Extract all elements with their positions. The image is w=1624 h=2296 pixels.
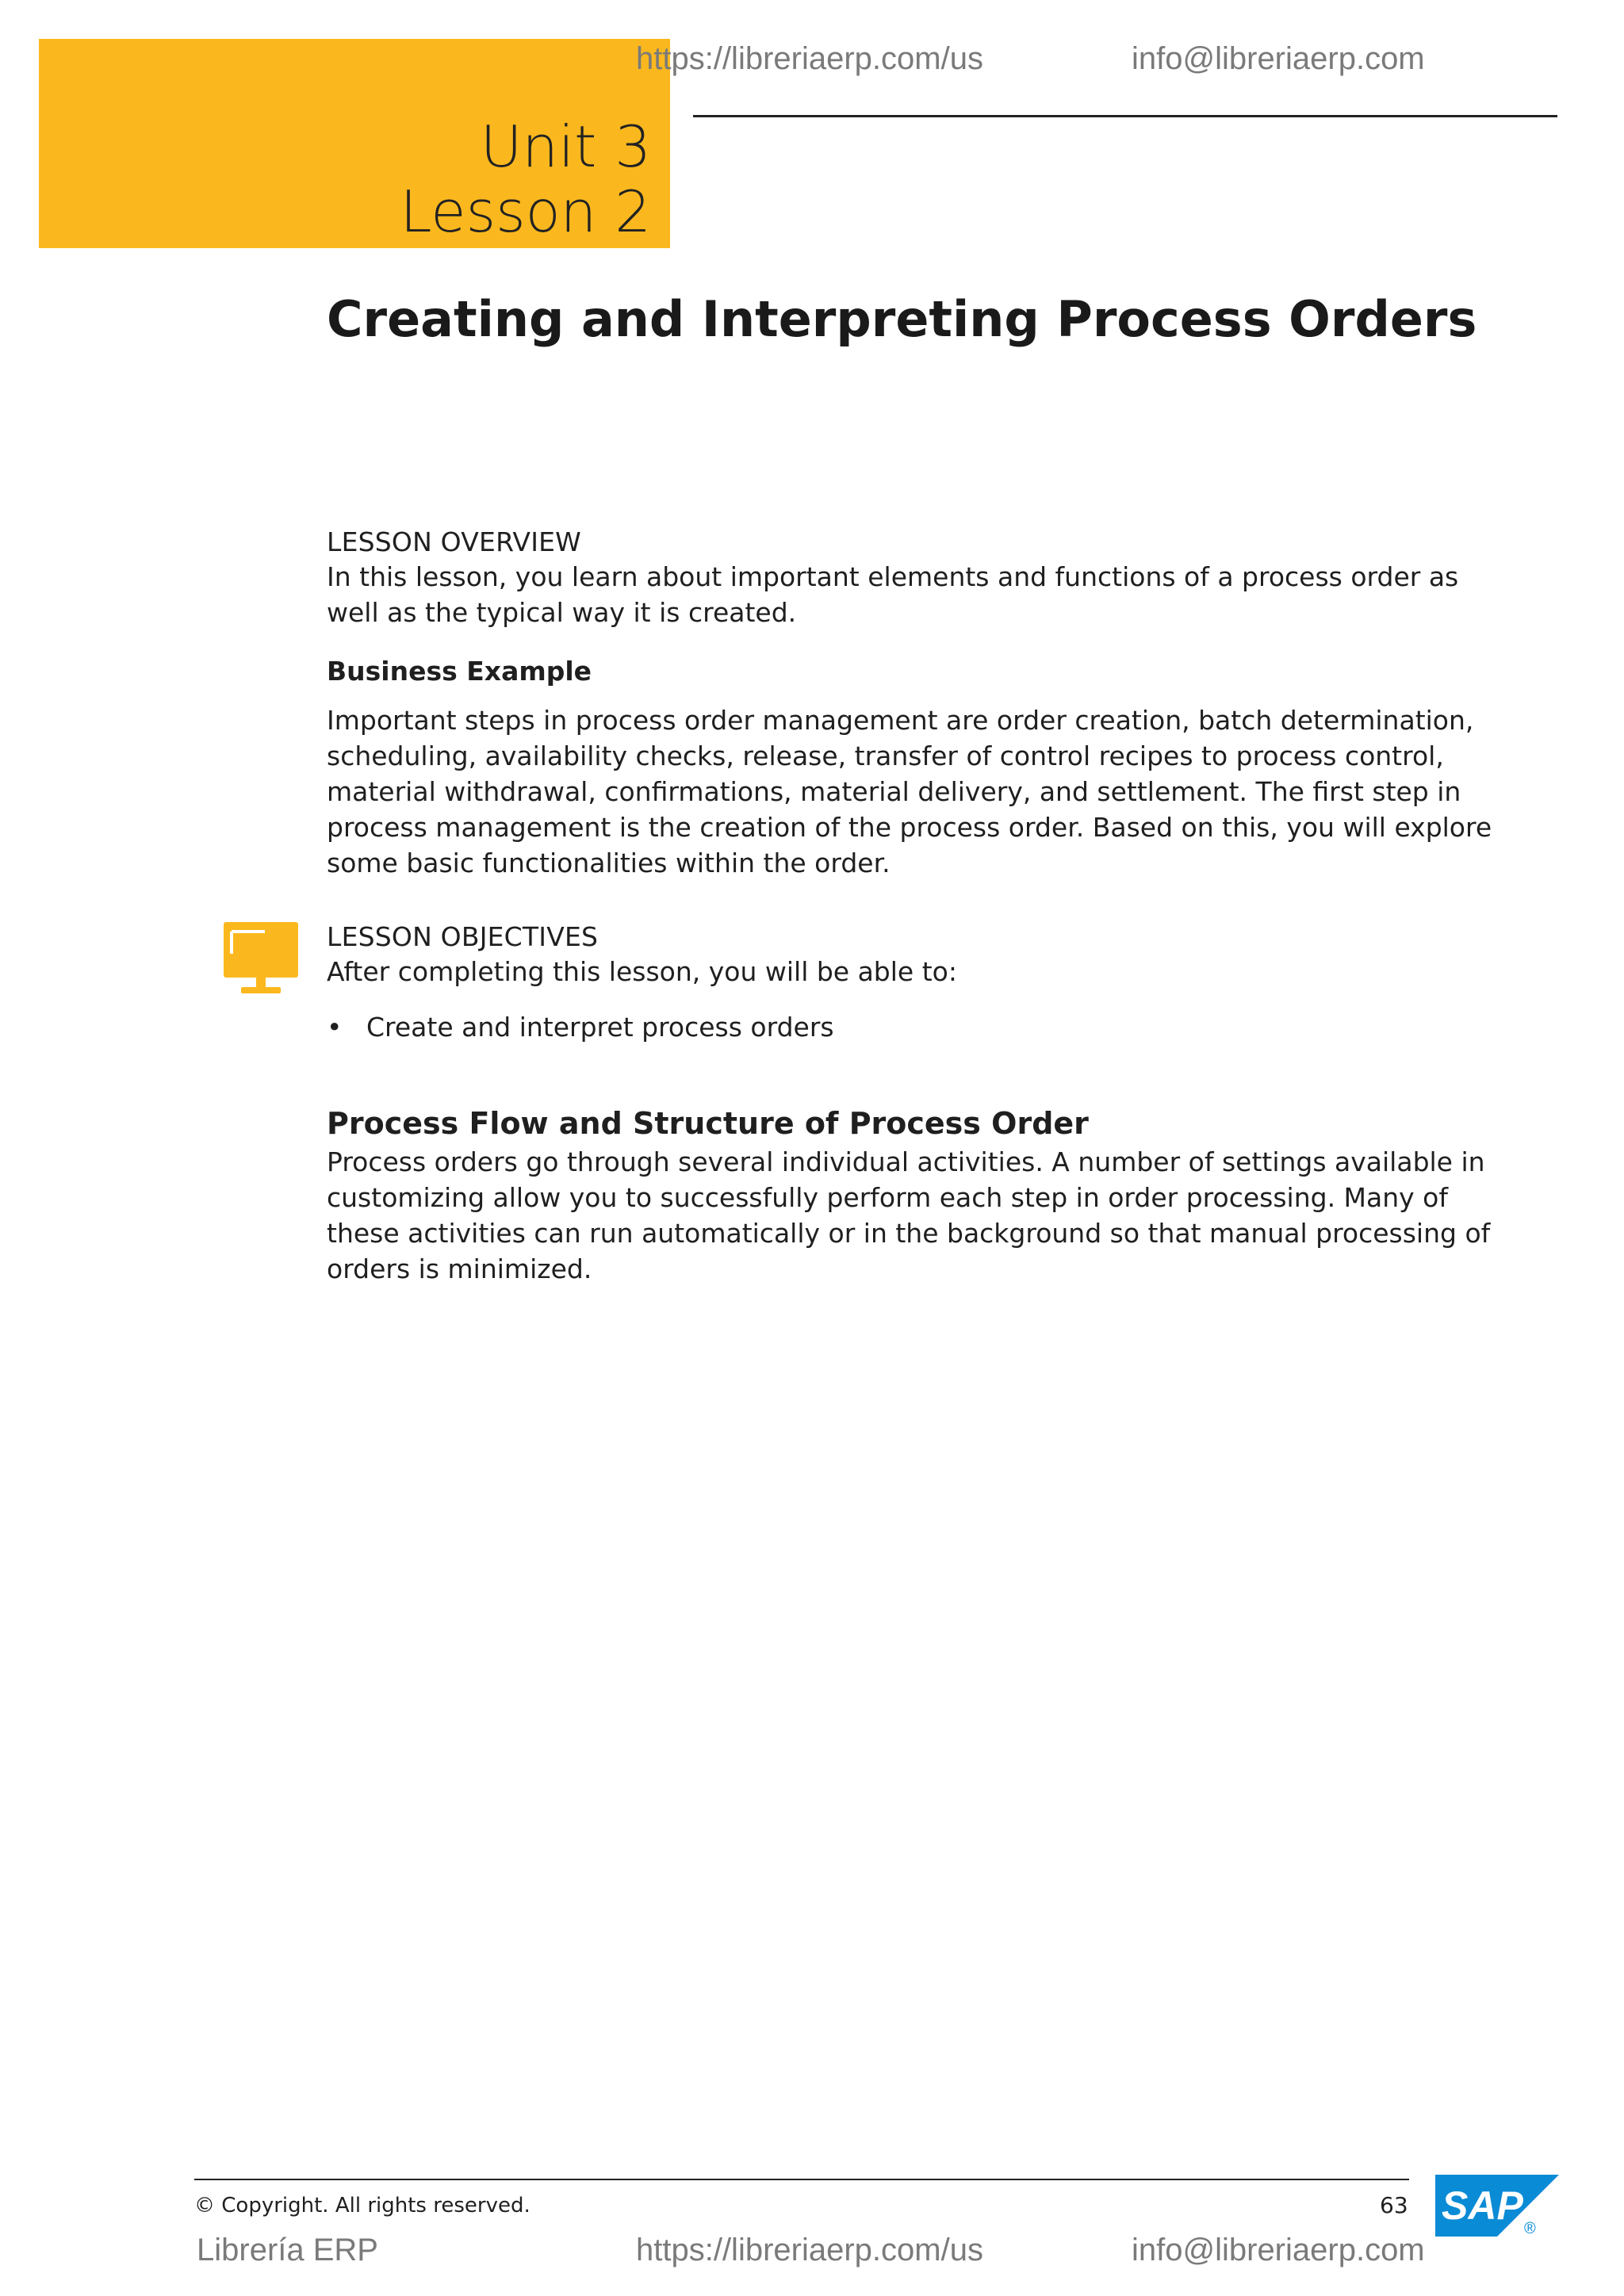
watermark-email-bottom[interactable]: info@libreriaerp.com [1132,2233,1425,2267]
section-heading: Process Flow and Structure of Process Order [327,1106,1089,1141]
section-text: Process orders go through several individual activities. A number of settings available in customizing allow you to successfully perform each step in order processing. Many of these activities can run automatically or in the background so that manual processing of orders is minimized. [327,1146,1491,1284]
watermark-url-top[interactable]: https://libreriaerp.com/us [636,41,983,76]
lesson-objectives-heading: LESSON OBJECTIVES [327,921,599,952]
lesson-overview [327,526,1516,630]
sap-logo-mark: ® [1524,2220,1536,2237]
header-rule [693,115,1557,117]
watermark-url-bottom[interactable]: https://libreriaerp.com/us [636,2233,983,2267]
copyright-text: © Copyright. All rights reserved. [194,2194,530,2218]
business-example-text: Important steps in process order management are order creation, batch determination, scheduling, availability checks, release, transfer of control recipes to process control, material withdrawal, confirmations, material delivery, and settlement. The first step in process management is the creation of the process order. Based on this, you will explore some basic functionalities within the order. [327,705,1492,878]
sap-logo-text: SAP [1442,2183,1523,2228]
page-title: Creating and Interpreting Process Orders [327,290,1477,348]
watermark-brand-bottom: Librería ERP [197,2233,378,2267]
business-example-heading: Business Example [327,656,592,687]
unit-lesson-box [39,39,670,248]
footer-rule [194,2179,1409,2180]
process-flow-section [327,1106,1516,1287]
lesson-overview-heading: LESSON OVERVIEW [327,526,582,557]
monitor-icon [224,922,298,997]
lesson-overview-text: In this lesson, you learn about important elements and functions of a process order as well as the typical way it is created. [327,561,1459,628]
lesson-label: Lesson 2 [400,178,651,245]
business-example [327,656,1516,881]
lesson-objectives [327,921,1516,989]
watermark-email-top[interactable]: info@libreriaerp.com [1132,41,1425,76]
objective-item-text: Create and interpret process orders [366,1012,834,1043]
lesson-objectives-intro: After completing this lesson, you will be able to: [327,956,957,987]
bullet-icon: • [327,1012,343,1043]
sap-logo [1435,2175,1559,2237]
page-number: 63 [1380,2192,1408,2218]
unit-label: Unit 3 [480,113,651,180]
